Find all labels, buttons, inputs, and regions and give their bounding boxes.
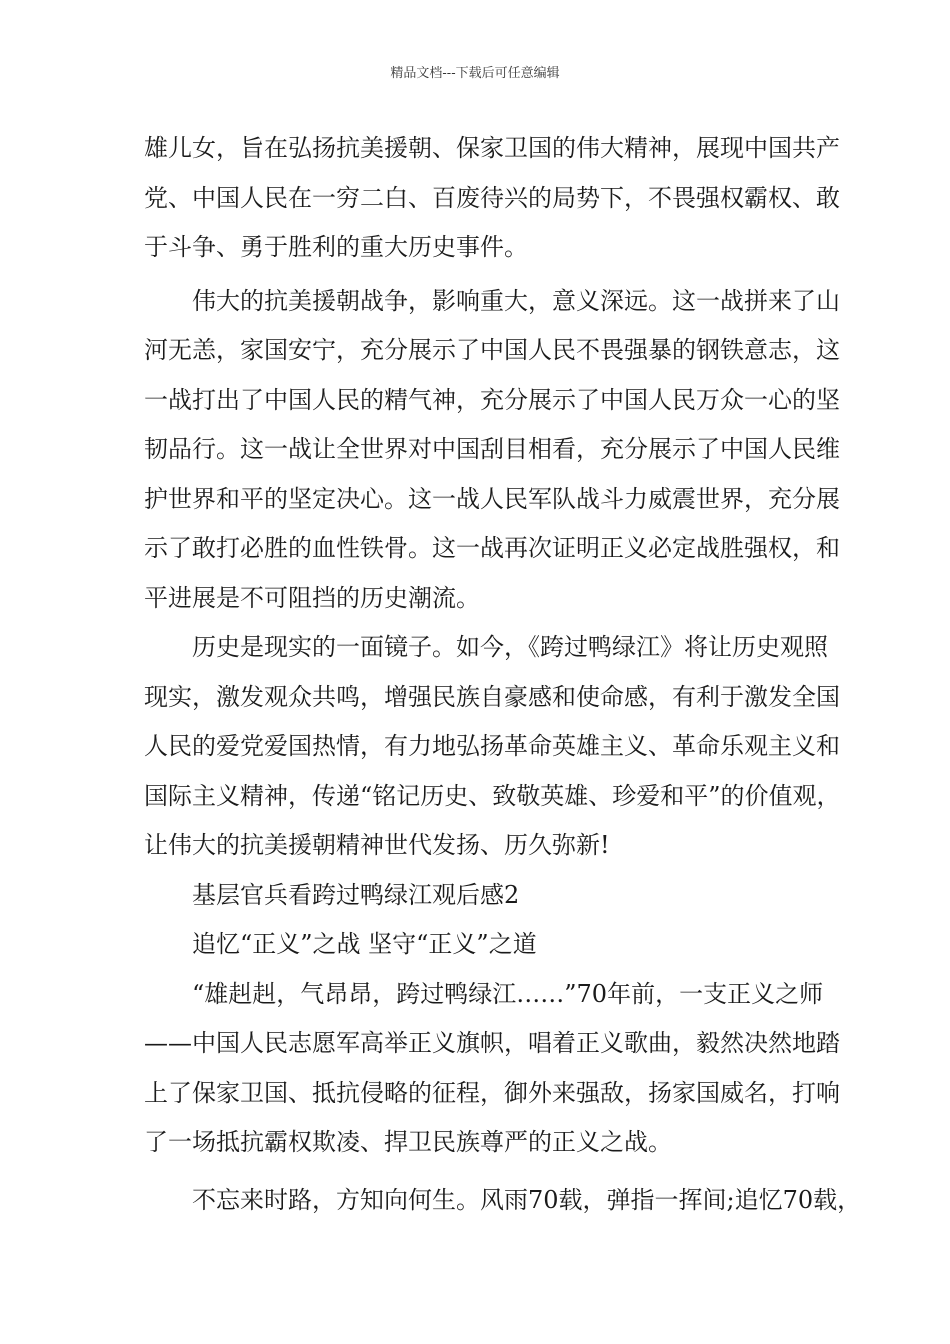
body-line: 河无恙，家国安宁，充分展示了中国人民不畏强暴的钢铁意志，这 xyxy=(144,336,840,364)
body-line: 党、中国人民在一穷二白、百废待兴的局势下，不畏强权霸权、敢 xyxy=(144,183,840,212)
body-line: 现实，激发观众共鸣，增强民族自豪感和使命感，有利于激发全国 xyxy=(144,682,840,711)
body-line: 了一场抵抗霸权欺凌、捍卫民族尊严的正义之战。 xyxy=(144,1128,672,1156)
body-line: 让伟大的抗美援朝精神世代发扬、历久弥新! xyxy=(144,831,610,859)
body-line: 示了敢打必胜的血性铁骨。这一战再次证明正义必定战胜强权，和 xyxy=(144,534,840,562)
body-line: 雄儿女，旨在弘扬抗美援朝、保家卫国的伟大精神，展现中国共产 xyxy=(144,134,840,162)
document-body xyxy=(144,124,862,1225)
page-header: 精品文档---下载后可任意编辑 xyxy=(390,66,560,81)
section-subtitle: 追忆“正义”之战 坚守“正义”之道 xyxy=(192,930,537,958)
body-line: 上了保家卫国、抵抗侵略的征程，御外来强敌，扬家国威名，打响 xyxy=(144,1078,840,1107)
body-line: ——中国人民志愿军高举正义旗帜，唱着正义歌曲，毅然决然地踏 xyxy=(144,1029,840,1057)
paragraph-first-line: 不忘来时路，方知向何生。风雨70载，弹指一挥间;追忆70载， xyxy=(192,1185,862,1214)
paragraph-first-line: “雄赳赳，气昂昂，跨过鸭绿江……”70年前，一支正义之师 xyxy=(192,979,824,1008)
body-line: 一战打出了中国人民的精气神，充分展示了中国人民万众一心的坚 xyxy=(144,385,840,414)
paragraph-first-line: 伟大的抗美援朝战争，影响重大，意义深远。这一战拼来了山 xyxy=(192,286,840,315)
body-line: 韧品行。这一战让全世界对中国刮目相看，充分展示了中国人民维 xyxy=(144,435,840,463)
body-line: 国际主义精神，传递“铭记历史、致敬英雄、珍爱和平”的价值观， xyxy=(144,781,841,810)
section-title: 基层官兵看跨过鸭绿江观后感2 xyxy=(192,880,520,909)
body-line: 于斗争、勇于胜利的重大历史事件。 xyxy=(144,233,528,261)
body-line: 护世界和平的坚定决心。这一战人民军队战斗力威震世界，充分展 xyxy=(144,484,840,513)
body-line: 人民的爱党爱国热情，有力地弘扬革命英雄主义、革命乐观主义和 xyxy=(144,732,840,760)
body-line: 平进展是不可阻挡的历史潮流。 xyxy=(144,583,480,612)
paragraph-first-line: 历史是现实的一面镜子。如今，《跨过鸭绿江》将让历史观照 xyxy=(192,633,828,661)
